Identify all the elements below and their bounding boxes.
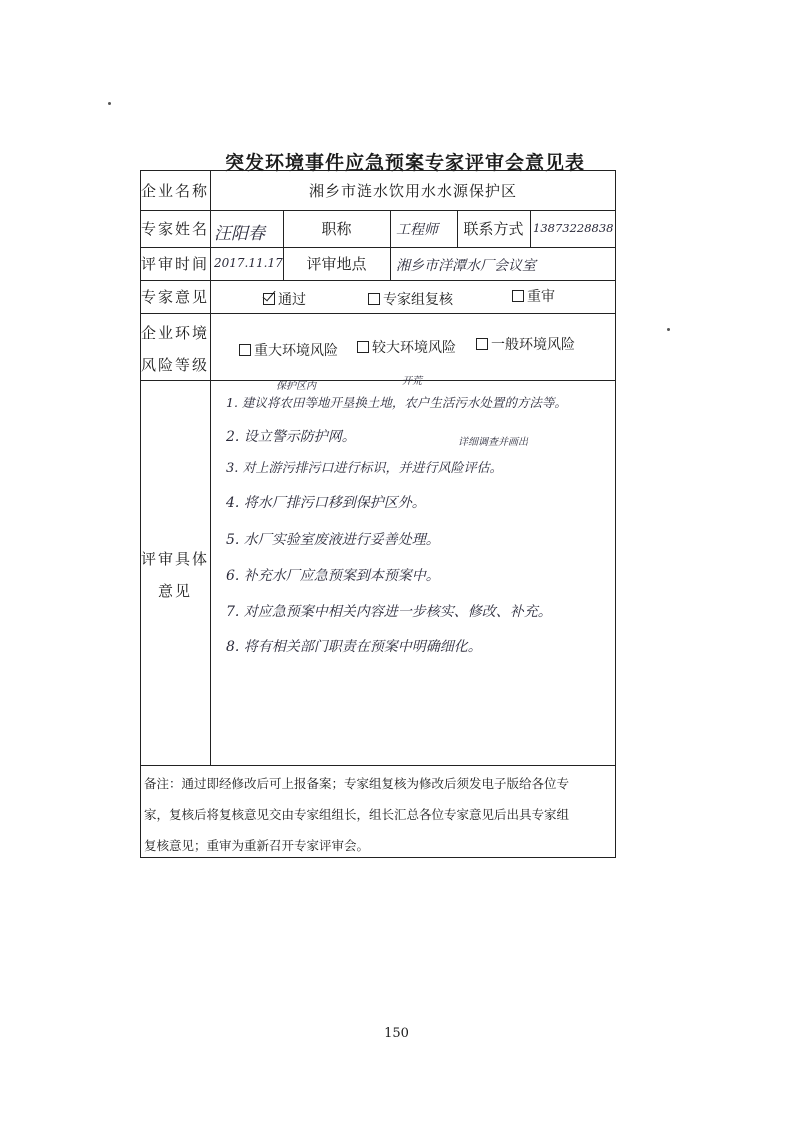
page-number: 150	[384, 1026, 409, 1041]
risk-larger-option[interactable]	[357, 337, 456, 357]
review-item: 2. 设立警示防护网。	[226, 429, 356, 445]
item3-annotation: 详细调查并画出	[458, 437, 528, 448]
opinion-expert-recheck-option[interactable]	[368, 289, 453, 309]
footnote	[144, 768, 612, 861]
major-risk-checkbox[interactable]	[239, 344, 251, 356]
footnote-line: 复核意见；重审为重新召开专家评审会。	[144, 838, 370, 853]
column-divider	[530, 210, 531, 247]
contact-label: 联系方式	[463, 220, 524, 238]
row-divider	[140, 380, 616, 381]
risk-general-option[interactable]	[476, 334, 575, 354]
details-label-line2: 意见	[157, 581, 192, 600]
row-divider	[140, 313, 616, 314]
details-label-line1: 评审具体	[140, 549, 209, 568]
expert-title-label: 职称	[321, 220, 352, 238]
review-item: 1. 建议将农田等地开垦换土地，农户生活污水处置的方法等。	[226, 395, 567, 410]
label-column-divider	[210, 170, 211, 765]
review-item: 4. 将水厂排污口移到保护区外。	[226, 495, 426, 511]
company-label: 企业名称	[140, 181, 209, 200]
major-risk-label: 重大环境风险	[254, 343, 338, 359]
general-risk-checkbox[interactable]	[476, 338, 488, 350]
expert-name-value: 汪阳春	[214, 224, 265, 244]
risk-label-line1: 企业环境	[140, 323, 209, 342]
expert-recheck-label: 专家组复核	[383, 292, 453, 308]
review-item: 7. 对应急预案中相关内容进一步核实、修改、补充。	[226, 604, 552, 620]
general-risk-label: 一般环境风险	[491, 337, 575, 353]
row-divider	[140, 765, 616, 766]
re-review-label: 重审	[527, 289, 555, 305]
expert-name-label: 专家姓名	[140, 220, 209, 238]
review-item: 3. 对上游污排污口进行标识，并进行风险评估。	[226, 461, 503, 476]
pass-label: 通过	[278, 292, 306, 308]
expert-title-value: 工程师	[396, 222, 438, 238]
opinion-label: 专家意见	[140, 288, 209, 306]
scan-speck	[108, 102, 111, 105]
opinion-re-review-option[interactable]	[512, 286, 555, 306]
footnote-line: 家，复核后将复核意见交由专家组组长，组长汇总各位专家意见后出具专家组	[144, 807, 570, 822]
column-divider	[390, 210, 391, 280]
company-name: 湘乡市涟水饮用水水源保护区	[308, 181, 517, 200]
larger-risk-checkbox[interactable]	[357, 341, 369, 353]
review-time-label: 评审时间	[140, 255, 209, 273]
item1-annotation: 保护区内	[276, 381, 316, 392]
review-item: 8. 将有相关部门职责在预案中明确细化。	[226, 639, 482, 655]
review-place-label: 评审地点	[306, 255, 367, 273]
opinion-pass-option[interactable]	[263, 289, 306, 309]
re-review-checkbox[interactable]	[512, 290, 524, 302]
review-item: 5. 水厂实验室废液进行妥善处理。	[226, 532, 440, 548]
row-divider	[140, 280, 616, 281]
review-time-value: 2017.11.17	[214, 256, 283, 270]
risk-label-line2: 风险等级	[140, 355, 209, 374]
contact-value: 13873228838	[533, 221, 614, 235]
larger-risk-label: 较大环境风险	[372, 340, 456, 356]
review-item: 6. 补充水厂应急预案到本预案中。	[226, 568, 440, 584]
scan-speck	[667, 328, 670, 331]
footnote-line: 备注：通过即经修改后可上报备案；专家组复核为修改后须发电子版给各位专	[144, 776, 570, 791]
item1-annotation: 开荒	[402, 376, 422, 387]
expert-recheck-checkbox[interactable]	[368, 293, 380, 305]
risk-major-option[interactable]	[239, 340, 338, 360]
pass-checkbox[interactable]	[263, 293, 275, 305]
review-place-value: 湘乡市洋潭水厂会议室	[396, 258, 536, 274]
form-title: 突发环境事件应急预案专家评审会意见表	[225, 152, 586, 174]
